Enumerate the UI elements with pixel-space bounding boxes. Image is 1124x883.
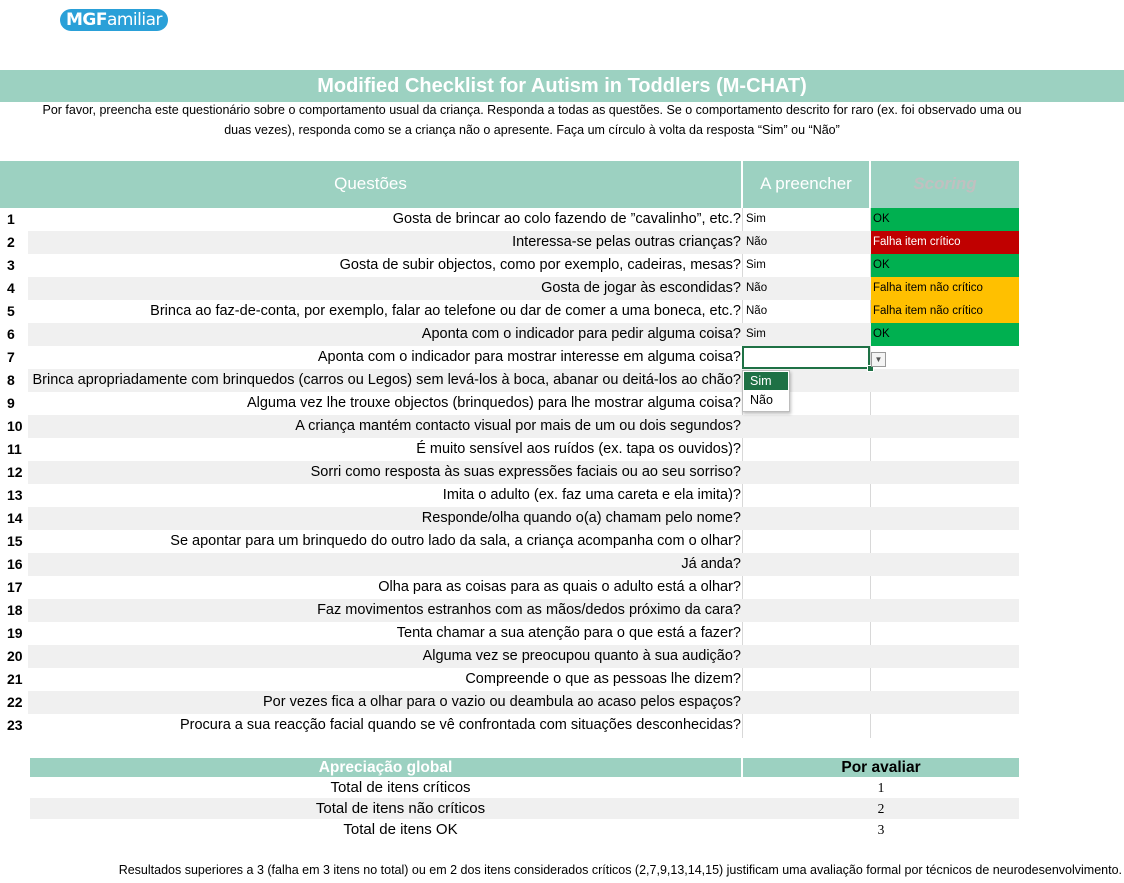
question-cell[interactable]: Alguma vez se preocupou quanto à sua audição? — [422, 648, 741, 664]
answer-cell[interactable]: Não — [746, 236, 768, 248]
row-number: 23 — [0, 714, 28, 737]
row-number: 12 — [0, 461, 28, 484]
sheet-title: Modified Checklist for Autism in Toddlers (M-CHAT) — [0, 70, 1124, 102]
question-cell[interactable]: Por vezes fica a olhar para o vazio ou deambula ao acaso pelos espaços? — [263, 694, 741, 710]
row-number: 4 — [0, 277, 28, 300]
table-row — [0, 714, 1019, 737]
question-cell[interactable]: Tenta chamar a sua atenção para o que está a fazer? — [396, 625, 741, 641]
question-cell[interactable]: Gosta de subir objectos, como por exemplo, cadeiras, mesas? — [339, 257, 741, 273]
table-row — [0, 438, 1019, 461]
table-row — [0, 645, 1019, 668]
question-cell[interactable]: É muito sensível aos ruídos (ex. tapa os ouvidos)? — [416, 441, 741, 457]
table-row — [0, 415, 1019, 438]
row-number: 18 — [0, 599, 28, 622]
summary-row — [30, 819, 1019, 840]
question-cell[interactable]: Alguma vez lhe trouxe objectos (brinquedos) para lhe mostrar alguma coisa? — [246, 395, 741, 411]
row-number: 14 — [0, 507, 28, 530]
row-number: 16 — [0, 553, 28, 576]
score-cell: OK — [871, 323, 1019, 346]
answer-cell[interactable]: Sim — [746, 328, 766, 340]
row-number: 17 — [0, 576, 28, 599]
question-cell[interactable]: Já anda? — [681, 556, 741, 572]
score-cell: OK — [871, 254, 1019, 277]
dropdown-option-nao[interactable]: Não — [750, 393, 773, 407]
question-cell[interactable]: Imita o adulto (ex. faz uma careta e ela imita)? — [442, 487, 741, 503]
summary-row — [30, 798, 1019, 819]
table-row — [0, 254, 1019, 277]
table-row — [0, 323, 1019, 346]
question-cell[interactable]: Faz movimentos estranhos com as mãos/dedos próximo da cara? — [317, 602, 741, 618]
row-number: 22 — [0, 691, 28, 714]
table-row — [0, 231, 1019, 254]
row-number: 6 — [0, 323, 28, 346]
instructions-text: Por favor, preencha este questionário sobre o comportamento usual da criança. Responda a todas as questões. Se o comportamento descrito for raro (ex. foi observado uma ou duas vezes), responda como se a criança não o apresente. Faça um círculo à volta da resposta “Sim” ou “Não” — [42, 103, 1022, 137]
question-cell[interactable]: Se apontar para um brinquedo do outro lado da sala, a criança acompanha com o olhar? — [170, 533, 741, 549]
summary-value: 3 — [877, 822, 885, 837]
table-row — [0, 530, 1019, 553]
header-scoring: Scoring — [871, 161, 1019, 208]
question-cell[interactable]: A criança mantém contacto visual por mais de um ou dois segundos? — [295, 418, 741, 434]
header-answer: A preencher — [743, 161, 869, 208]
score-cell: OK — [871, 208, 1019, 231]
summary-label: Total de itens OK — [343, 821, 458, 838]
table-row — [0, 300, 1019, 323]
row-number: 19 — [0, 622, 28, 645]
summary-value: 2 — [877, 801, 885, 816]
row-number: 13 — [0, 484, 28, 507]
row-number: 21 — [0, 668, 28, 691]
table-row — [0, 553, 1019, 576]
table-row — [0, 208, 1019, 231]
table-row — [0, 691, 1019, 714]
question-cell[interactable]: Responde/olha quando o(a) chamam pelo nome? — [421, 510, 741, 526]
answer-cell[interactable]: Não — [746, 282, 768, 294]
question-cell[interactable]: Brinca apropriadamente com brinquedos (carros ou Legos) sem levá-los à boca, abanar ou deitá-los ao chão? — [32, 372, 741, 388]
answer-cell[interactable]: Não — [746, 305, 768, 317]
score-cell: Falha item crítico — [871, 231, 1019, 254]
table-row — [0, 484, 1019, 507]
row-number: 11 — [0, 438, 28, 461]
table-row — [0, 622, 1019, 645]
header-questions: Questões — [0, 161, 741, 208]
summary-label: Total de itens não críticos — [315, 800, 486, 817]
question-cell[interactable]: Aponta com o indicador para mostrar interesse em alguma coisa? — [317, 349, 741, 365]
table-row — [0, 369, 1019, 392]
dropdown-arrow-icon[interactable]: ▼ — [871, 352, 886, 367]
table-row — [0, 277, 1019, 300]
question-cell[interactable]: Gosta de jogar às escondidas? — [541, 280, 741, 296]
question-cell[interactable]: Interessa-se pelas outras crianças? — [512, 234, 741, 250]
row-number: 8 — [0, 369, 28, 392]
row-number: 5 — [0, 300, 28, 323]
answer-cell[interactable]: Sim — [746, 213, 766, 225]
active-answer-cell[interactable] — [742, 346, 870, 369]
summary-title: Apreciação global — [30, 758, 741, 777]
row-number: 9 — [0, 392, 28, 415]
question-cell[interactable]: Brinca ao faz-de-conta, por exemplo, falar ao telefone ou dar de comer a uma boneca, etc.? — [150, 303, 741, 319]
summary-row — [30, 777, 1019, 798]
score-cell: Falha item não crítico — [871, 277, 1019, 300]
summary-status: Por avaliar — [743, 758, 1019, 777]
question-cell[interactable]: Gosta de brincar ao colo fazendo de ”cavalinho”, etc.? — [392, 211, 741, 227]
question-cell[interactable]: Sorri como resposta às suas expressões faciais ou ao seu sorriso? — [310, 464, 741, 480]
question-cell[interactable]: Aponta com o indicador para pedir alguma coisa? — [421, 326, 741, 342]
row-number: 15 — [0, 530, 28, 553]
table-row — [0, 668, 1019, 691]
table-row — [0, 392, 1019, 415]
row-number: 2 — [0, 231, 28, 254]
row-number: 1 — [0, 208, 28, 231]
summary-value: 1 — [877, 780, 885, 795]
mgfamiliar-logo: MGFamiliar — [60, 9, 168, 31]
summary-label: Total de itens críticos — [330, 779, 471, 796]
row-number: 7 — [0, 346, 28, 369]
table-row — [0, 461, 1019, 484]
answer-cell[interactable]: Sim — [746, 259, 766, 271]
question-cell[interactable]: Procura a sua reacção facial quando se vê confrontada com situações desconhecidas? — [179, 717, 741, 733]
table-row — [0, 507, 1019, 530]
question-cell[interactable]: Olha para as coisas para as quais o adulto está a olhar? — [378, 579, 741, 595]
score-cell: Falha item não crítico — [871, 300, 1019, 323]
table-row — [0, 576, 1019, 599]
footnote: Resultados superiores a 3 (falha em 3 itens no total) ou em 2 dos itens considerados críticos (2,7,9,13,14,15) justificam uma avaliação formal por técnicos de neurodesenvolvimento. — [118, 863, 1122, 877]
row-number: 10 — [0, 415, 28, 438]
row-number: 20 — [0, 645, 28, 668]
row-number: 3 — [0, 254, 28, 277]
dropdown-option-sim[interactable]: Sim — [744, 372, 788, 390]
answer-dropdown-list[interactable] — [742, 370, 790, 412]
question-cell[interactable]: Compreende o que as pessoas lhe dizem? — [465, 671, 741, 687]
question-table — [0, 208, 1124, 737]
table-row — [0, 599, 1019, 622]
